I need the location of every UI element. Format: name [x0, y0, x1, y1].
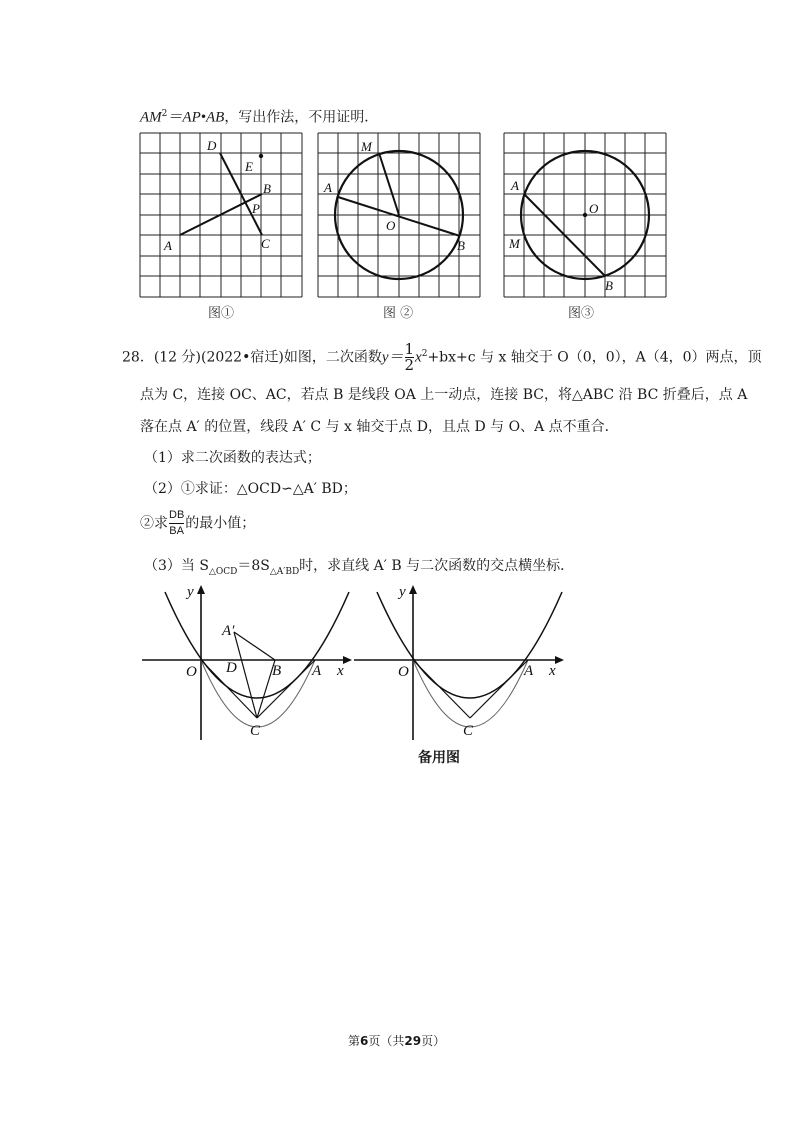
problem-condition-line: [140, 104, 378, 128]
fraction-num: 1: [404, 340, 415, 358]
label-d: D: [207, 138, 217, 153]
part-3-middle: ＝8S: [237, 558, 270, 574]
label-m: M: [361, 139, 372, 154]
label-b: B: [457, 238, 465, 253]
page-footer: [348, 1032, 445, 1049]
label-a-prime: A′: [222, 623, 235, 639]
label-b: B: [605, 278, 613, 293]
total-page-count: 29: [404, 1034, 422, 1048]
exponent: 2: [421, 348, 428, 359]
label-a: A: [524, 663, 534, 679]
question-part-3: [144, 556, 574, 582]
equation-rest: ＝AP•AB: [167, 109, 225, 126]
label-d: D: [226, 660, 237, 676]
footer-suffix: 页）: [421, 1034, 446, 1048]
fraction-db-ba: [169, 508, 184, 539]
subscript-ocd: △OCD: [208, 566, 238, 577]
footer-prefix: 第: [348, 1034, 361, 1048]
question-part-2a: （2）①求证：△OCD∽△A′ BD；: [144, 481, 357, 497]
label-c: C: [463, 723, 474, 739]
label-b: B: [272, 663, 282, 679]
label-a: A: [511, 178, 519, 193]
figure-1-grid: [140, 133, 303, 298]
subscript-abd: △A′BD: [269, 566, 300, 577]
question-28-line2: 点为 C，连接 OC、AC，若点 B 是线段 OA 上一动点，连接 BC，将△ABC 沿 BC 折叠后，点 A: [140, 387, 748, 403]
footer-middle: 页（共: [368, 1034, 405, 1048]
function-y: y＝: [381, 349, 404, 366]
y-axis-arrow: [409, 585, 417, 594]
parabola-curve: [165, 592, 349, 698]
label-a: A: [164, 238, 172, 253]
question-28-line1: [122, 342, 762, 373]
part-3-prefix: （3）当 S: [144, 558, 209, 574]
question-28-line3: 落在点 A′ 的位置，线段 A′ C 与 x 轴交于点 D，且点 D 与 O、A 点不重合．: [140, 419, 619, 435]
fraction-den: BA: [169, 525, 184, 537]
label-o: O: [589, 201, 599, 216]
spare-figure-caption: 备用图: [418, 750, 460, 766]
figure-1-caption: 图①: [208, 306, 235, 321]
parabola-graph-main: [140, 582, 360, 742]
label-a: A: [312, 663, 322, 679]
fraction-num: DB: [169, 509, 185, 521]
label-a: A: [324, 180, 332, 195]
label-c: C: [261, 236, 270, 251]
fraction-den: 2: [404, 356, 415, 374]
point-o: [583, 213, 587, 217]
fraction-half: [405, 342, 415, 373]
parabola-graph-spare: [352, 582, 572, 742]
label-y: y: [399, 584, 406, 600]
figure-3-grid: [504, 133, 667, 298]
label-x: x: [337, 663, 344, 679]
figure-3-caption: 图③: [568, 306, 595, 321]
y-axis-arrow: [197, 585, 205, 594]
label-o: O: [398, 664, 409, 680]
label-c: C: [250, 723, 261, 739]
label-e: E: [245, 159, 253, 174]
question-part-2b: [140, 508, 255, 539]
label-x: x: [549, 663, 556, 679]
exponent: 2: [161, 109, 168, 119]
segment-am: AM: [140, 109, 162, 126]
question-part-1: （1）求二次函数的表达式；: [144, 450, 321, 466]
figure-2-caption: 图 ②: [383, 306, 414, 321]
question-header: 28．(12 分)(2022•宿迁)如图，二次函数: [122, 349, 382, 366]
part-2b-prefix: ②求: [140, 515, 168, 532]
figure-2-grid: [318, 133, 481, 298]
label-o: O: [186, 664, 197, 680]
label-b: B: [263, 181, 271, 196]
question-line1-rest: +bx+c 与 x 轴交于 O（0，0），A（4，0）两点，顶: [427, 349, 762, 366]
variable-x: x: [415, 349, 422, 366]
label-p: P: [252, 201, 260, 216]
segment-om: [379, 153, 399, 215]
x-axis-arrow: [343, 656, 352, 664]
label-o: O: [386, 218, 396, 233]
part-3-suffix: 时，求直线 A′ B 与二次函数的交点横坐标．: [299, 558, 575, 574]
segment-ac: [470, 660, 528, 718]
current-page-number: 6: [360, 1034, 369, 1048]
x-axis-arrow: [555, 656, 564, 664]
parabola-curve: [377, 592, 562, 698]
part-2b-suffix: 的最小值；: [185, 515, 256, 532]
segment-oc: [413, 660, 470, 718]
instruction-text: ，写出作法，不用证明．: [224, 109, 379, 126]
label-y: y: [187, 584, 194, 600]
label-m: M: [509, 236, 520, 251]
point-e: [259, 154, 263, 158]
